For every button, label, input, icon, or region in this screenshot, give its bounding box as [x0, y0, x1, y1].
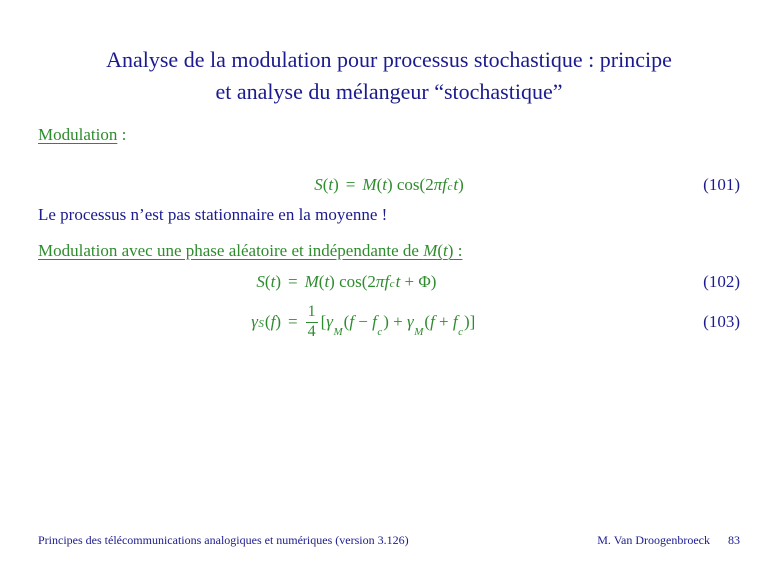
- equation-103-number: (103): [703, 312, 740, 331]
- footer-course-title: Principes des télécommunications analogiques et numériques (version 3.126): [38, 533, 409, 547]
- footer-page-number: 83: [728, 533, 740, 547]
- equation-101-number: (101): [703, 175, 740, 194]
- heading-modulation-phase-underlined: [38, 241, 462, 260]
- heading-modulation-label: Modulation: [38, 125, 118, 144]
- heading-phase-prefix: Modulation avec une phase aléatoire et indépendante de: [38, 241, 424, 260]
- footer-right-group: [597, 533, 740, 548]
- equation-103-rhs: $\frac{1}{4}$ [ γ M ( f − f c ) + γ M ( f + f c )]: [307, 302, 476, 340]
- heading-modulation: [38, 125, 126, 145]
- slide-title: [0, 44, 778, 108]
- equation-101-rhs: M ( t ) cos(2 π f c t ): [362, 175, 464, 194]
- equation-103-lhs: γ S ( f ): [251, 312, 281, 331]
- equation-102-row: [0, 267, 778, 297]
- equation-102-lhs: S ( t ): [256, 272, 281, 291]
- equation-103-equals: =: [288, 312, 298, 331]
- title-line-1: Analyse de la modulation pour processus stochastique : principe: [106, 47, 672, 72]
- heading-phase-colon: :: [453, 241, 463, 260]
- heading-modulation-colon: :: [117, 125, 127, 144]
- heading-modulation-phase: [38, 241, 462, 261]
- title-line-2: et analyse du mélangeur “stochastique”: [215, 79, 563, 104]
- equation-102-rhs: M ( t ) cos(2 π f c t + Φ): [304, 272, 437, 291]
- equation-102-equals: =: [288, 272, 298, 291]
- equation-103-row: [0, 300, 778, 344]
- equation-101-row: [0, 170, 778, 200]
- footer-author: M. Van Droogenbroeck: [597, 533, 710, 547]
- heading-phase-math-mt: M(t): [423, 241, 454, 260]
- equation-102-number: (102): [703, 272, 740, 291]
- slide-footer: [38, 533, 740, 548]
- equation-101-equals: =: [345, 175, 356, 194]
- equation-101-lhs: S ( t ): [314, 175, 339, 194]
- paragraph-stationnaire: Le processus n’est pas stationnaire en la moyenne !: [38, 205, 388, 224]
